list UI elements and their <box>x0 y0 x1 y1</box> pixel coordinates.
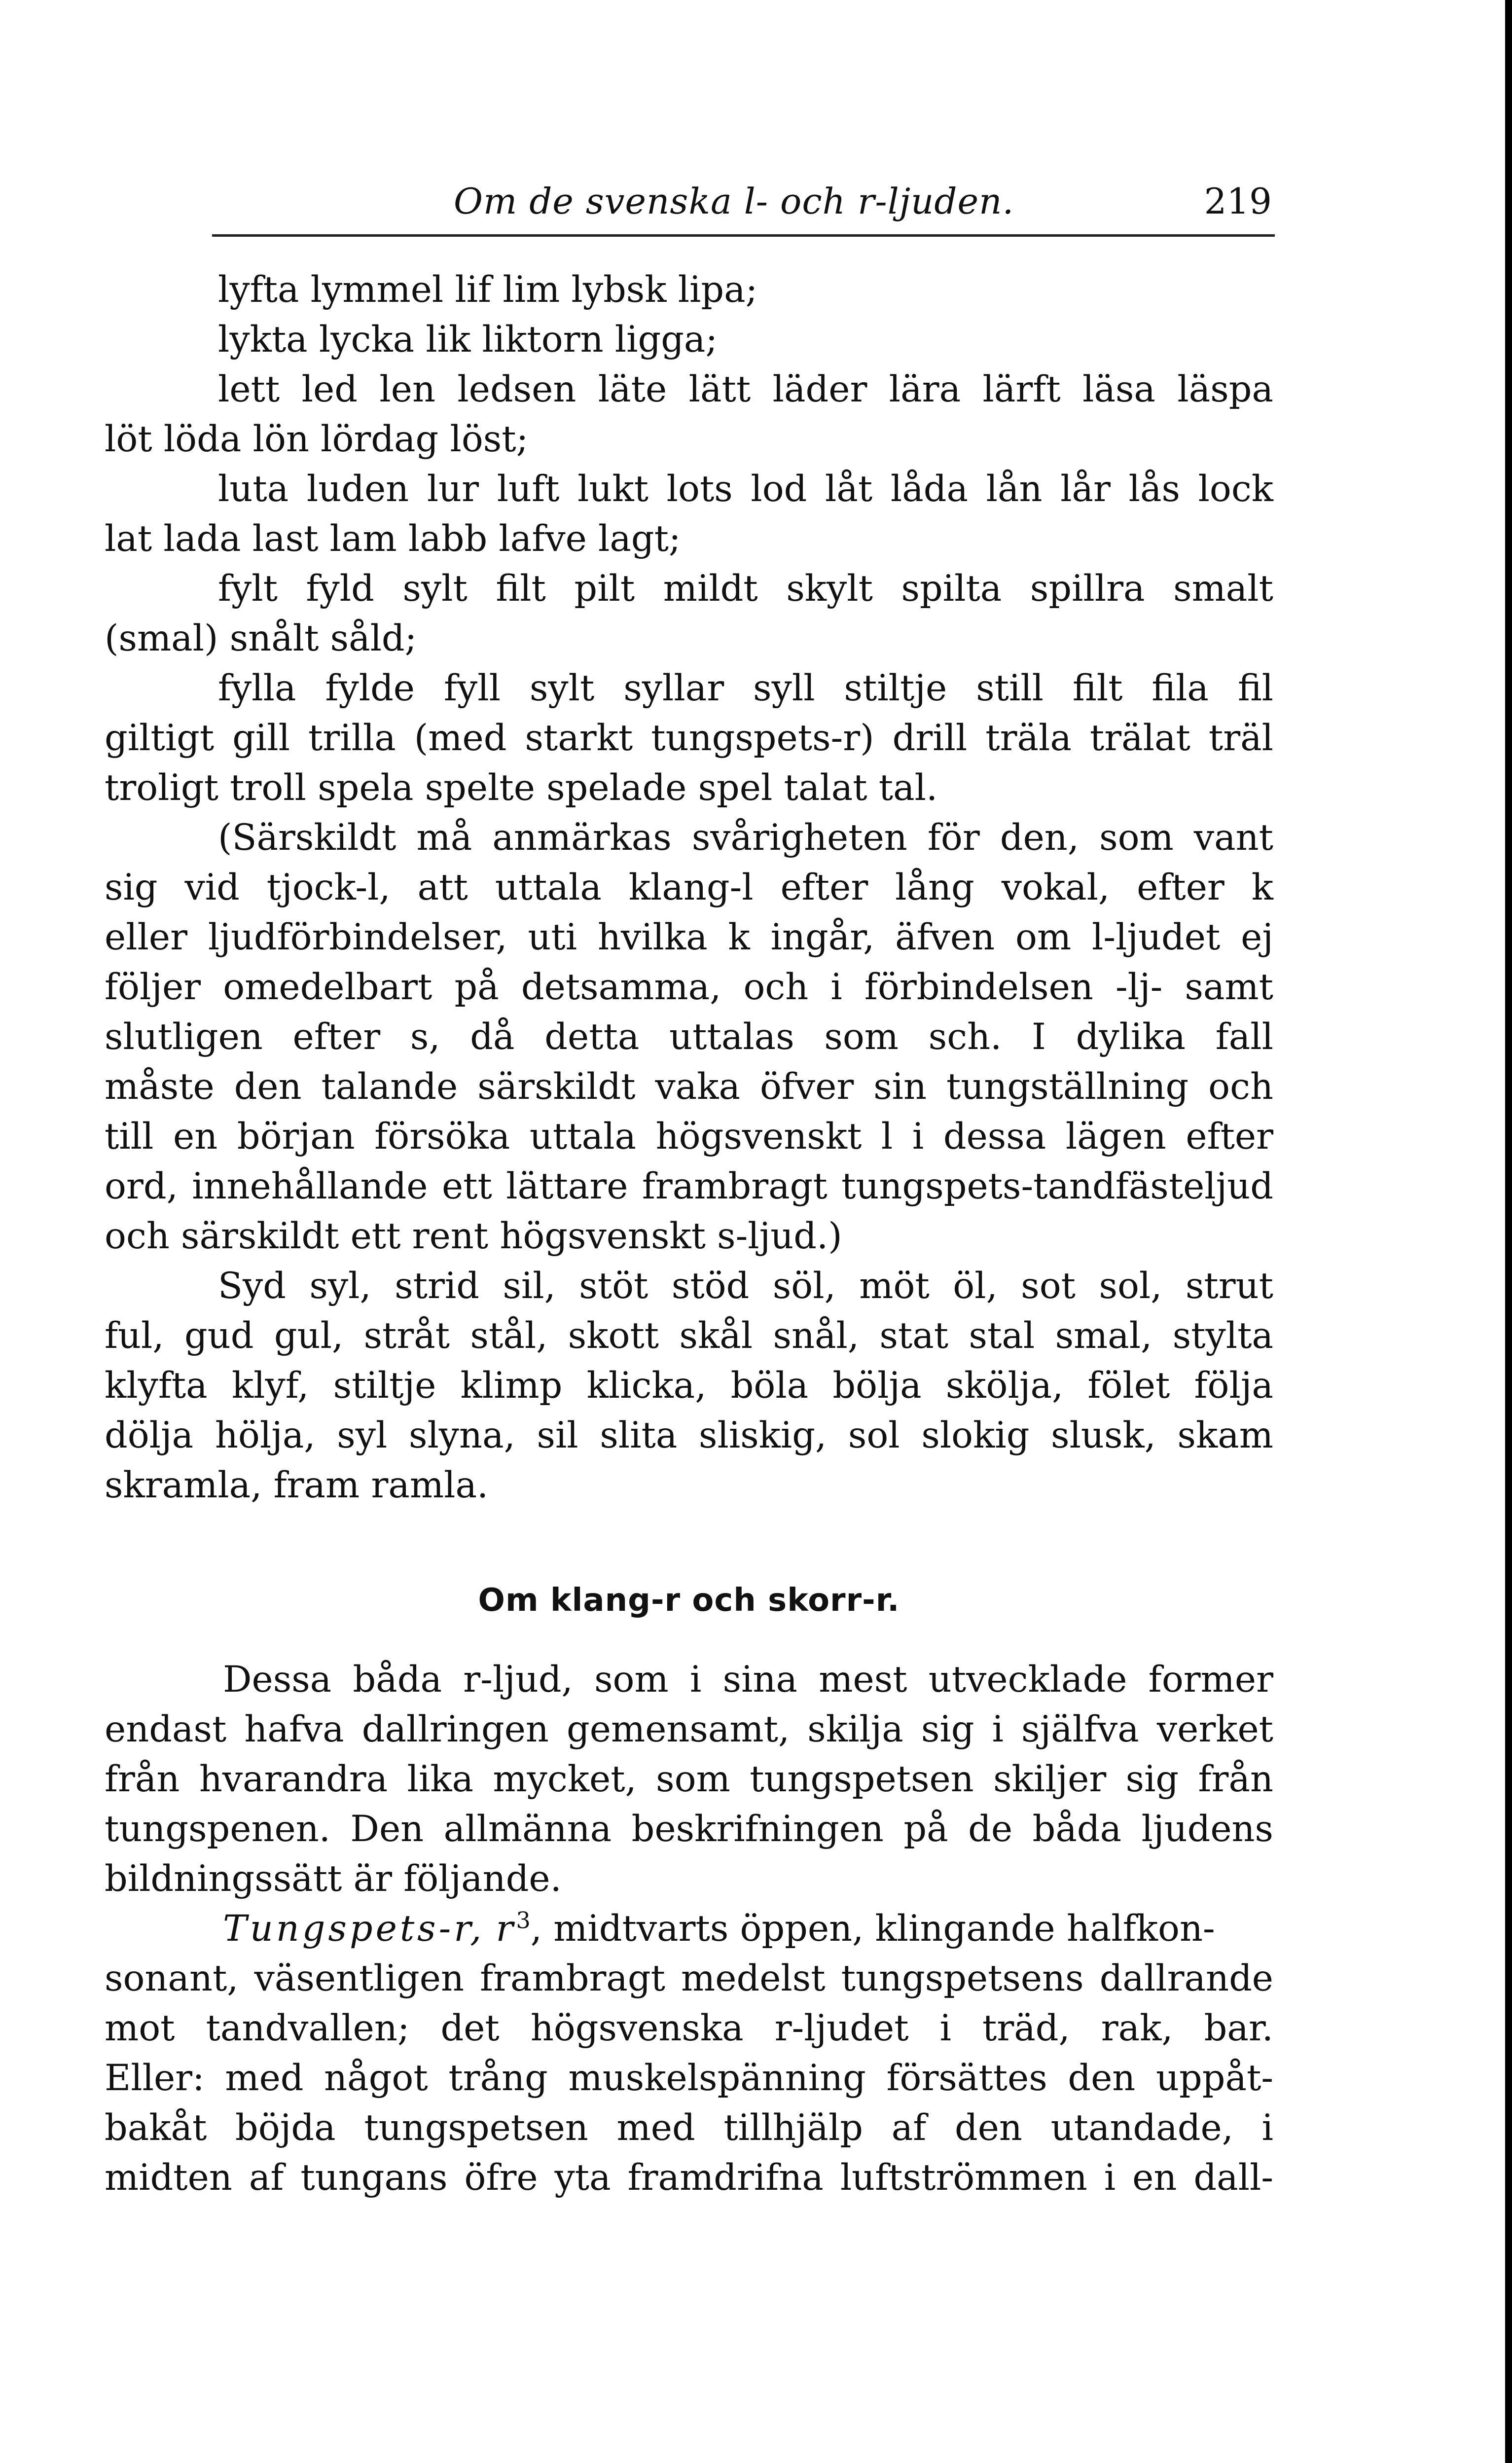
text-line: Syd syl, strid sil, stöt stöd söl, möt öl, sot sol, strut <box>218 1265 1273 1307</box>
text-line: skramla, fram ramla. <box>105 1464 489 1506</box>
text-line: och särskildt ett rent högsvenskt s-ljud.) <box>105 1215 842 1257</box>
text-line: från hvarandra lika mycket, som tungspetsen skiljer sig från <box>105 1758 1273 1800</box>
text-line: tungspenen. Den allmänna beskrifningen på de båda ljudens <box>105 1808 1273 1850</box>
text-line: bildningssätt är följande. <box>105 1858 562 1900</box>
r-symbol-superscript: 3 <box>516 1907 531 1934</box>
text-line: måste den talande särskildt vaka öfver sin tungställning och <box>105 1066 1273 1108</box>
section1-text <box>105 265 1273 1510</box>
text-line: till en början försöka uttala högsvenskt l i dessa lägen efter <box>105 1116 1273 1158</box>
text-line: ful, gud gul, stråt stål, skott skål snål, stat stal smal, stylta <box>105 1315 1273 1357</box>
running-head <box>212 175 1275 237</box>
text-line: dölja hölja, syl slyna, sil slita sliskig, sol slokig slusk, skam <box>105 1414 1273 1456</box>
text-line: lyfta lymmel lif lim lybsk lipa; <box>218 269 758 311</box>
scan-edge <box>1505 0 1512 2463</box>
page-number: 219 <box>1204 181 1272 222</box>
text-line: lykta lycka lik liktorn ligga; <box>218 319 718 361</box>
text-line: mot tandvallen; det högsvenska r-ljudet i träd, rak, bar. <box>105 2007 1273 2049</box>
term-line <box>105 1904 1273 1954</box>
text-line: Dessa båda r-ljud, som i sina mest utvecklade former <box>223 1659 1273 1701</box>
text-line: lett led len ledsen läte lätt läder lära lärft läsa läspa <box>218 368 1273 410</box>
term-italic: Tungspets-r, <box>223 1908 485 1950</box>
running-title: Om de svenska l- och r-ljuden. <box>454 181 1014 222</box>
r-symbol: r <box>496 1908 516 1950</box>
text-line: Eller: med något trång muskelspänning försättes den uppåt- <box>105 2057 1273 2099</box>
text-line: slutligen efter s, då detta uttalas som sch. I dylika fall <box>105 1016 1273 1058</box>
text-line: ord, innehållande ett lättare frambragt tungspets-tandfästeljud <box>105 1165 1273 1207</box>
text-line: följer omedelbart på detsamma, och i förbindelsen -lj- samt <box>105 966 1273 1008</box>
text-line: (smal) snålt såld; <box>105 617 417 659</box>
text-line: midten af tungans öfre yta framdrifna luftströmmen i en dall- <box>105 2157 1273 2199</box>
text-line: troligt troll spela spelte spelade spel talat tal. <box>105 767 938 809</box>
text-line: sonant, väsentligen frambragt medelst tungspetsens dallrande <box>105 1957 1273 1999</box>
section2-text <box>105 1655 1273 2203</box>
text-line: fylla fylde fyll sylt syllar syll stiltje still filt fila fil <box>218 667 1273 709</box>
text-line: eller ljudförbindelser, uti hvilka k ingår, äfven om l-ljudet ej <box>105 916 1273 958</box>
text-line: lat lada last lam labb lafve lagt; <box>105 518 681 560</box>
text-line: fylt fyld sylt filt pilt mildt skylt spilta spillra smalt <box>218 568 1273 610</box>
text-line: löt löda lön lördag löst; <box>105 418 529 460</box>
term-rest: , midtvarts öppen, klingande halfkon- <box>530 1908 1215 1950</box>
text-line: sig vid tjock-l, att uttala klang-l efter lång vokal, efter k <box>105 867 1273 908</box>
text-line: giltigt gill trilla (med starkt tungspets-r) drill träla trälat träl <box>105 717 1273 759</box>
text-line: klyfta klyf, stiltje klimp klicka, böla bölja skölja, fölet följa <box>105 1365 1273 1407</box>
text-line: (Särskildt må anmärkas svårigheten för den, som vant <box>218 817 1273 859</box>
text-line: luta luden lur luft lukt lots lod låt låda lån lår lås lock <box>218 468 1273 510</box>
text-line: endast hafva dallringen gemensamt, skilja sig i själfva verket <box>105 1708 1273 1750</box>
section-heading: Om klang-r och skorr-r. <box>478 1582 900 1619</box>
text-line: bakåt böjda tungspetsen med tillhjälp af den utandade, i <box>105 2107 1273 2149</box>
